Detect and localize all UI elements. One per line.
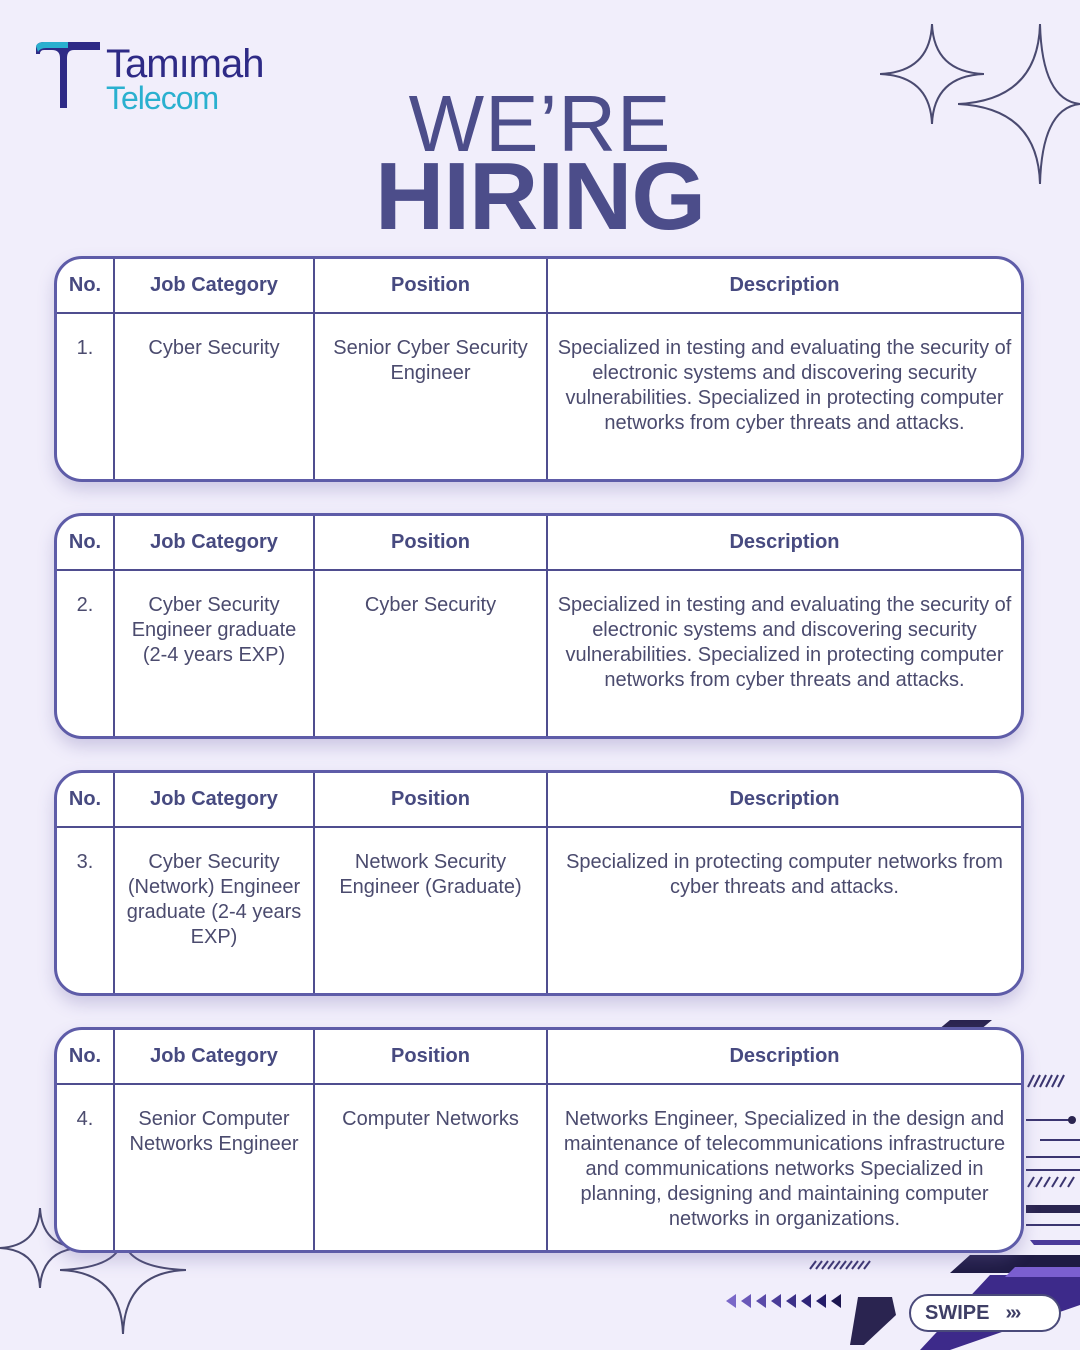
chevron-right-icon: ››› [1005,1301,1020,1324]
headline-line-1: WE’RE [408,79,672,168]
header-description: Description [547,1030,1021,1084]
job-position: Computer Networks [314,1084,547,1250]
job-number: 3. [57,827,114,993]
job-description: Specialized in testing and evaluating the security of electronic systems and discovering security vulnerabilities. Specialized in protecting computer networks from cyber threats and attacks. [547,570,1021,736]
job-card [54,770,1024,996]
job-category: Senior Computer Networks Engineer [114,1084,314,1250]
headline-line-2: HIRING [375,143,705,250]
job-position: Network Security Engineer (Graduate) [314,827,547,993]
swipe-button[interactable] [909,1294,1061,1332]
job-card [54,1027,1024,1253]
job-card [54,513,1024,739]
job-description: Networks Engineer, Specialized in the design and maintenance of telecommunications infrastructure and communications networks Specialized in planning, designing and maintaining computer networks in organizations. [547,1084,1021,1250]
job-table [57,259,1021,479]
job-number: 1. [57,313,114,479]
header-position: Position [314,516,547,570]
job-table [57,1030,1021,1250]
job-table [57,773,1021,993]
header-no: No. [57,516,114,570]
sparkle-icon [958,24,1080,184]
header-no: No. [57,259,114,313]
arrow-left-icon [726,1292,842,1310]
header-position: Position [314,259,547,313]
table-row [57,313,1021,479]
job-card [54,256,1024,482]
header-category: Job Category [114,259,314,313]
header-description: Description [547,516,1021,570]
header-description: Description [547,259,1021,313]
header-category: Job Category [114,516,314,570]
swipe-label: SWIPE [925,1301,990,1324]
header-position: Position [314,1030,547,1084]
job-number: 2. [57,570,114,736]
table-row [57,827,1021,993]
table-row [57,1084,1021,1250]
job-category: Cyber Security (Network) Engineer graduate (2-4 years EXP) [114,827,314,993]
job-category: Cyber Security Engineer graduate (2-4 years EXP) [114,570,314,736]
job-table [57,516,1021,736]
header-category: Job Category [114,1030,314,1084]
job-category: Cyber Security [114,313,314,479]
brand-subtitle: Telecom [106,80,219,116]
header-position: Position [314,773,547,827]
header-no: No. [57,1030,114,1084]
header-no: No. [57,773,114,827]
header-description: Description [547,773,1021,827]
brand-name: Tamımah [106,42,264,86]
job-description: Specialized in protecting computer networks from cyber threats and attacks. [547,827,1021,993]
table-row [57,570,1021,736]
job-description: Specialized in testing and evaluating the security of electronic systems and discovering security vulnerabilities. Specialized in protecting computer networks from cyber threats and attacks. [547,313,1021,479]
header-category: Job Category [114,773,314,827]
job-position: Senior Cyber Security Engineer [314,313,547,479]
job-position: Cyber Security [314,570,547,736]
job-number: 4. [57,1084,114,1250]
